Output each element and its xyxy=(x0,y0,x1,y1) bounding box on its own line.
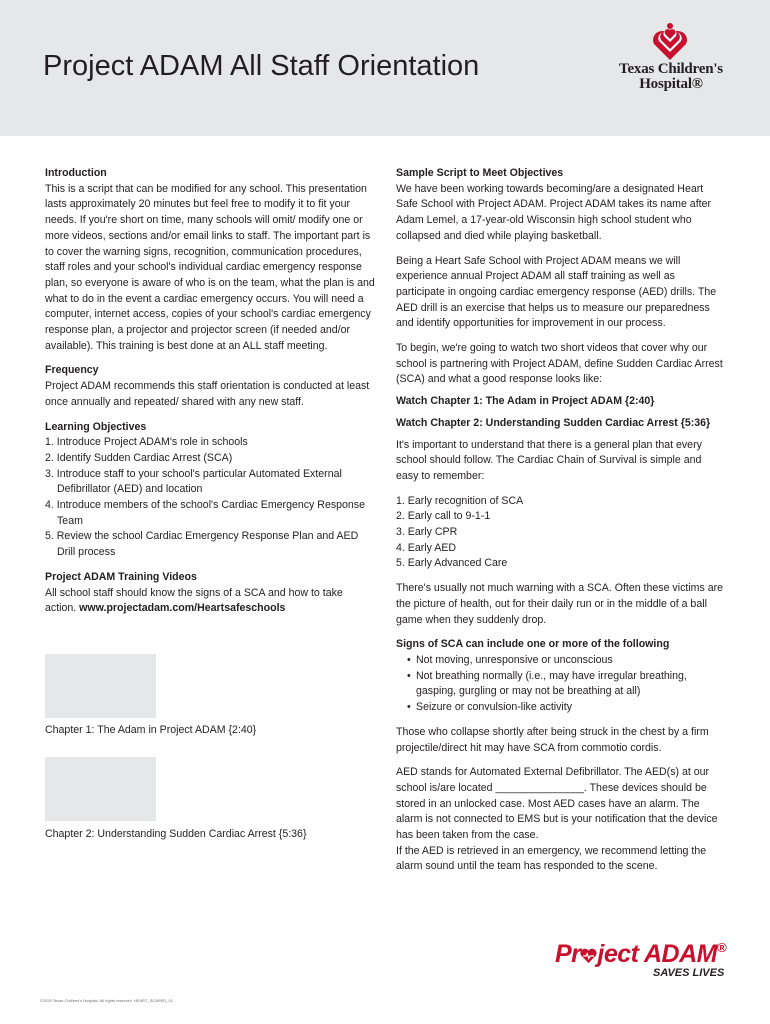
frequency-text: Project ADAM recommends this staff orientation is conducted at least once annually and repeated/ shared with any new staff. xyxy=(45,380,370,408)
heart-stack-icon xyxy=(650,22,690,62)
logo-line-1: Texas Children's xyxy=(619,61,723,77)
frequency-heading: Frequency xyxy=(45,364,99,377)
list-item: 5. Review the school Cardiac Emergency Response Plan and AED Drill process xyxy=(45,530,359,559)
logo-word-end: ject ADAM xyxy=(597,940,717,968)
list-item: • Seizure or convulsion-like activity xyxy=(407,700,726,716)
video-thumbnail-1[interactable] xyxy=(45,654,156,718)
copyright-footnote: ©2020 Texas Children's Hospital. All rights reserved. HEART_SCARED_01 xyxy=(40,998,173,1003)
list-item: • Not breathing normally (i.e., may have irregular breathing, gasping, gurgling or may not be breathing at all) xyxy=(407,669,726,700)
commotio-text: Those who collapse shortly after being struck in the chest by a firm projectile/direct hit may have SCA from commotio cordis. xyxy=(396,725,709,754)
project-adam-wordmark xyxy=(555,940,726,969)
script-paragraph-1: We have been working towards becoming/are a designated Heart Safe School with Project ADAM. Project ADAM takes its name after Adam Lemel, a 17-year-old Wisconsin high school student who collapsed and died while playing basketball. xyxy=(396,182,711,242)
registered-mark: ® xyxy=(717,940,727,955)
list-item: 3. Introduce staff to your school's particular Automated External Defibrillator (AED) and location xyxy=(45,467,342,496)
objectives-list xyxy=(45,435,375,561)
video-caption-2: Chapter 2: Understanding Sudden Cardiac Arrest {5:36} xyxy=(45,828,307,840)
page-header xyxy=(0,0,770,136)
list-item: 3. Early CPR xyxy=(396,526,458,539)
logo-line-2: Hospital® xyxy=(639,76,703,92)
videos-link[interactable]: www.projectadam.com/Heartsafeschools xyxy=(79,602,286,615)
project-adam-logo xyxy=(555,940,745,980)
list-item: 1. Early recognition of SCA xyxy=(396,494,524,507)
plan-text: It's important to understand that there is a general plan that every school should follow. The Cardiac Chain of Survival is simple and easy to remember: xyxy=(396,438,702,482)
left-column xyxy=(45,166,375,617)
heart-icon xyxy=(580,948,597,963)
script-heading: Sample Script to Meet Objectives xyxy=(396,167,564,179)
right-column xyxy=(396,166,726,875)
intro-heading: Introduction xyxy=(45,167,107,179)
logo-tagline: SAVES LIVES xyxy=(653,967,725,979)
videos-text xyxy=(45,586,375,617)
logo-word-start: Pr xyxy=(555,940,581,968)
watch-chapter-2: Watch Chapter 2: Understanding Sudden Cardiac Arrest {5:36} xyxy=(396,416,711,429)
list-item: 2. Early call to 9-1-1 xyxy=(396,510,491,523)
video-caption-1: Chapter 1: The Adam in Project ADAM {2:40} xyxy=(45,724,257,736)
video-thumbnail-2[interactable] xyxy=(45,757,156,821)
objectives-heading: Learning Objectives xyxy=(45,420,147,433)
signs-list xyxy=(396,653,726,716)
list-item: 5. Early Advanced Care xyxy=(396,557,508,570)
aed-text-2: If the AED is retrieved in an emergency, we recommend letting the alarm sound until the team has responded to the scene. xyxy=(396,844,707,873)
script-paragraph-2: Being a Heart Safe School with Project ADAM means we will experience annual Project ADAM all staff training as well as participate in ongoing cardiac emergency response (AED) drills. The AED drill is an exercise that helps us to measure our preparedness and identify opportunities for improvement in our process. xyxy=(396,254,717,330)
signs-heading: Signs of SCA can include one or more of the following xyxy=(396,638,670,651)
script-paragraph-3: To begin, we're going to watch two short videos that cover why our school is partnering with Project ADAM, define Sudden Cardiac Arrest (SCA) and what a good response looks like: xyxy=(396,342,723,386)
list-item: 2. Identify Sudden Cardiac Arrest (SCA) xyxy=(45,451,233,464)
list-item: 4. Early AED xyxy=(396,541,457,554)
aed-text: AED stands for Automated External Defibrillator. The AED(s) at our school is/are located _______________. These devices should be stored in an unlocked case. Most AED cases have an alarm. The alarm is not connected to EMS but is your notification that the device has been taken from the case. xyxy=(396,766,718,842)
list-item: • Not moving, unresponsive or unconscious xyxy=(407,653,726,669)
page-title: Project ADAM All Staff Orientation xyxy=(43,50,480,82)
hospital-logo-text xyxy=(610,62,732,92)
videos-text-body: All school staff should know the signs of a SCA and how to take action. xyxy=(45,586,343,615)
watch-chapter-1: Watch Chapter 1: The Adam in Project ADAM {2:40} xyxy=(396,395,655,408)
list-item: 4. Introduce members of the school's Cardiac Emergency Response Team xyxy=(45,499,365,527)
list-item: 1. Introduce Project ADAM's role in schools xyxy=(45,436,248,449)
warning-text: There's usually not much warning with a SCA. Often these victims are the picture of health, out for their daily run or in the middle of a ball game when they suddenly drop. xyxy=(396,582,724,626)
intro-text: This is a script that can be modified for any school. This presentation lasts approximately 20 minutes but feel free to modify it to fit your needs. If you're short on time, many schools will omit/ modify one or more videos, sections and/or email links to staff. The important part is to cover the warning signs, recognition, communication procedures, staff roles and your school's individual cardiac emergency response plan, so everyone is aware of who is on the team, what the plan is and what to do in the event a cardiac emergency occurs. You will need a computer, internet access, copies of your school's cardiac emergency response plan, a projector and projector screen (if needed and/or available). This training is best done at an ALL staff meeting. xyxy=(45,182,375,352)
videos-heading: Project ADAM Training Videos xyxy=(45,570,197,583)
chain-of-survival-list xyxy=(396,494,726,573)
